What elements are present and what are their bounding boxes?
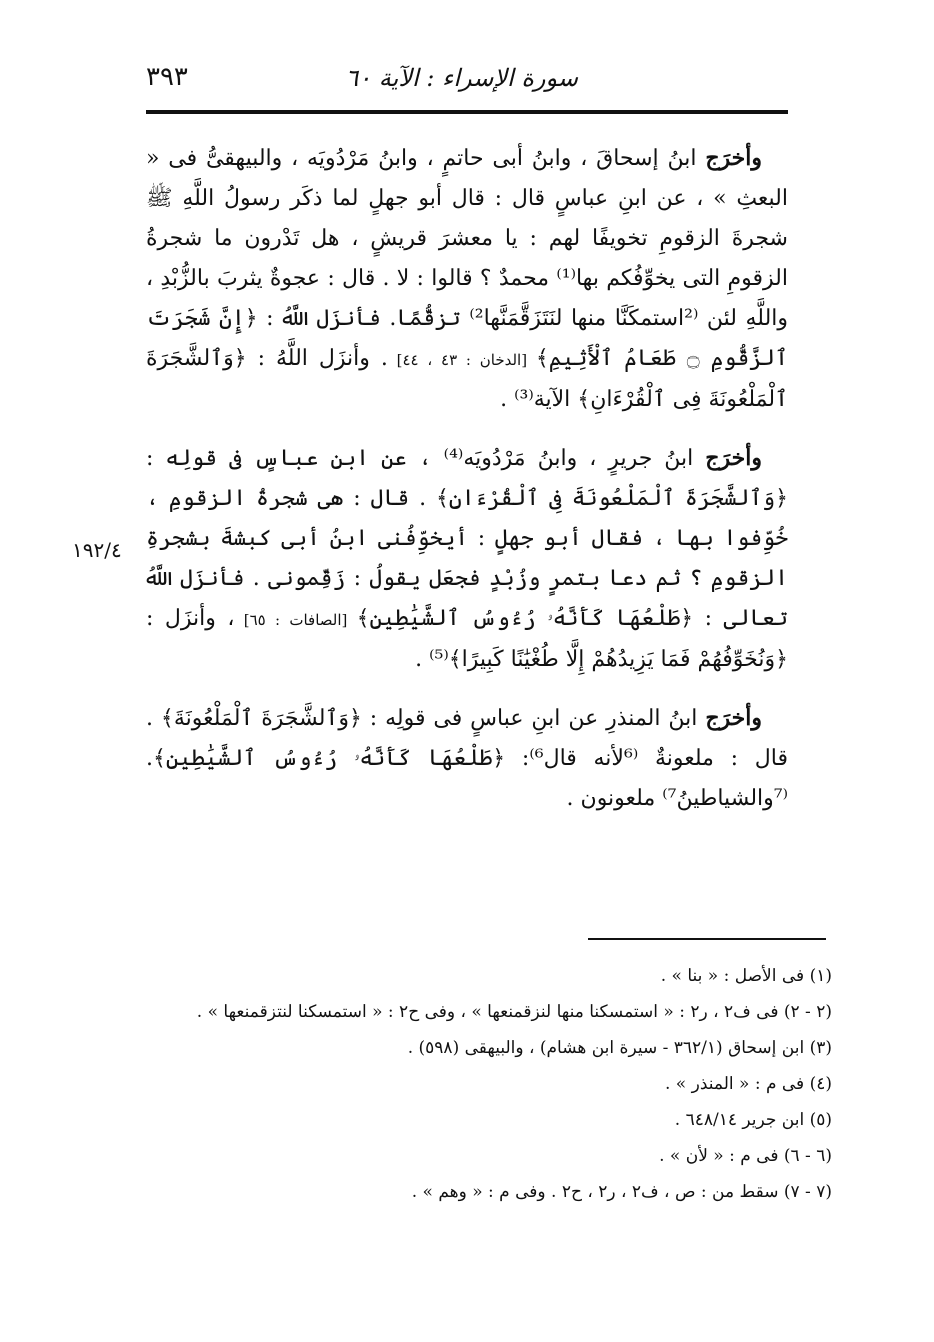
footnotes (146, 958, 832, 1210)
margin-volume-page-note: ١٩٢/٤ (72, 538, 122, 562)
quran-verse: ﴿وَنُخَوِّفُهُمْ فَمَا يَزِيدُهُمْ إِلَّا طُغْيَٰنًا كَبِيرًا﴾ (448, 647, 788, 672)
header-rule (146, 110, 788, 114)
main-text (146, 138, 788, 837)
paragraph-lead: وأخرَج (705, 445, 762, 471)
quran-verse: ﴿طَلْعُهَا كَأَنَّهُۥ رُءُوسُ ٱلشَّيَٰطِينِ﴾ (356, 606, 694, 631)
paragraph-text: ، وأنزَل : (146, 606, 235, 631)
footnote: (٧ - ٧) سقط من : ص ، ف٢ ، ر٢ ، ح٢ . وفى م : « وهم » . (411, 1182, 832, 1202)
footnote-rule (588, 938, 826, 940)
paragraph-lead: وأخرَج (705, 145, 762, 171)
paragraph-text: ⁽⁵⁾ . (415, 647, 449, 672)
paragraph-2 (146, 438, 788, 680)
footnote: (١) فى الأصل : « بنا » . (660, 966, 832, 986)
footnote: (٣) ابن إسحاق (٣٦٢/١ - سيرة ابن هشام) ، والبيهقى (٥٩٨) . (407, 1038, 832, 1058)
footnote: (٦ - ٦) فى م : « لأن » . (659, 1146, 832, 1166)
quran-verse: ﴿وَٱلشَّجَرَةَ ٱلْمَلْعُونَةَ﴾ (160, 706, 362, 731)
footnote: (٥) ابن جرير ٦٤٨/١٤ . (674, 1110, 832, 1130)
verse-reference: [الصافات : ٦٥] (234, 611, 357, 629)
quran-verse: ﴿وَٱلشَّجَرَةَ ٱلْمَلْعُونَةَ فِى ٱلْقُرْءَانِ﴾ (436, 486, 789, 511)
paragraph-text: ابنُ إسحاقَ ، وابنُ أبى حاتمٍ ، وابنُ مَرْدُويَه ، والبيهقىُّ فى « البعثِ » ، عن ابنِ عباسٍ قال : قال أبو جهلٍ لما ذكَر رسولُ اللَّهِ ﷺ شجرةَ الزقومِ تخويفًا لهم : يا معشرَ قريشٍ ، هل تَدْرون ما شجرةُ الزقومِ التى يخوِّفُكم بها⁽¹⁾ محمدٌ ؟ قالوا : لا . قال : عجوةٌ يثربَ بالزُّبْدِ ، واللَّهِ لئن ⁽²استمكَنَّا منها لنَتَزَقَّمَنَّها²⁾ تزقُّمًا. فأنزَل اللَّهُ : (146, 146, 789, 331)
paragraph-text: . قال : هى شجرةُ الزقومِ ، خُوِّفوا بها ، فقال أبو جهلٍ : أيخوِّفُنى ابنُ أبى كبشةَ بشجرةِ الزقومِ ؟ ثم دعا بتمرٍ وزُبْدٍ فجعَل يقولُ : زَقِّمونى . فأنزَل اللَّهُ تعالى : (146, 486, 789, 631)
paragraph-text: . وأنزَل اللَّهُ : (246, 346, 388, 371)
running-title: سورة الإسراء : الآية ٦٠ (345, 64, 578, 92)
paragraph-lead: وأخرَج (705, 705, 762, 731)
footnote: (٤) فى م : « المنذر » . (665, 1074, 832, 1094)
paragraph-1 (146, 138, 788, 420)
page-number: ٣٩٣ (146, 62, 188, 92)
quran-verse: ﴿إِنَّ شَجَرَتَ ٱلزَّقُّومِ ۝ طَعَامُ ٱلْأَثِيمِ﴾ (146, 306, 788, 371)
footnote: (٢ - ٢) فى ف٢ ، ر٢ : « استمسكنا منها لنزقمنعها » ، وفى ح٢ : « استمسكنا لنتزقمنعها » . (196, 1002, 832, 1022)
paragraph-text: . قال : ملعونةٌ ⁽⁶لأنه قال⁶⁾: (146, 706, 788, 771)
verse-reference: [الدخان : ٤٣ ، ٤٤] (387, 351, 536, 369)
paragraph-text: . ⁽⁷والشياطينُ⁷⁾ ملعونون . (146, 746, 788, 811)
paragraph-text: ابنُ جريرٍ ، وابنُ مَرْدُويَه⁽⁴⁾ ، عن ابنِ عباسٍ فى قولِه : (146, 446, 706, 471)
paragraph-3 (146, 698, 788, 819)
paragraph-text: الآية⁽³⁾ . (500, 387, 578, 412)
page-header (146, 62, 788, 102)
quran-verse: ﴿طَلْعُهَا كَأَنَّهُۥ رُءُوسُ ٱلشَّيَٰطِينِ﴾ (153, 746, 506, 771)
paragraph-text: ابنُ المنذرِ عن ابنِ عباسٍ فى قولِه : (361, 706, 706, 731)
quran-verse: ﴿وَٱلشَّجَرَةَ ٱلْمَلْعُونَةَ فِى ٱلْقُرْءَانِ﴾ (146, 346, 788, 412)
